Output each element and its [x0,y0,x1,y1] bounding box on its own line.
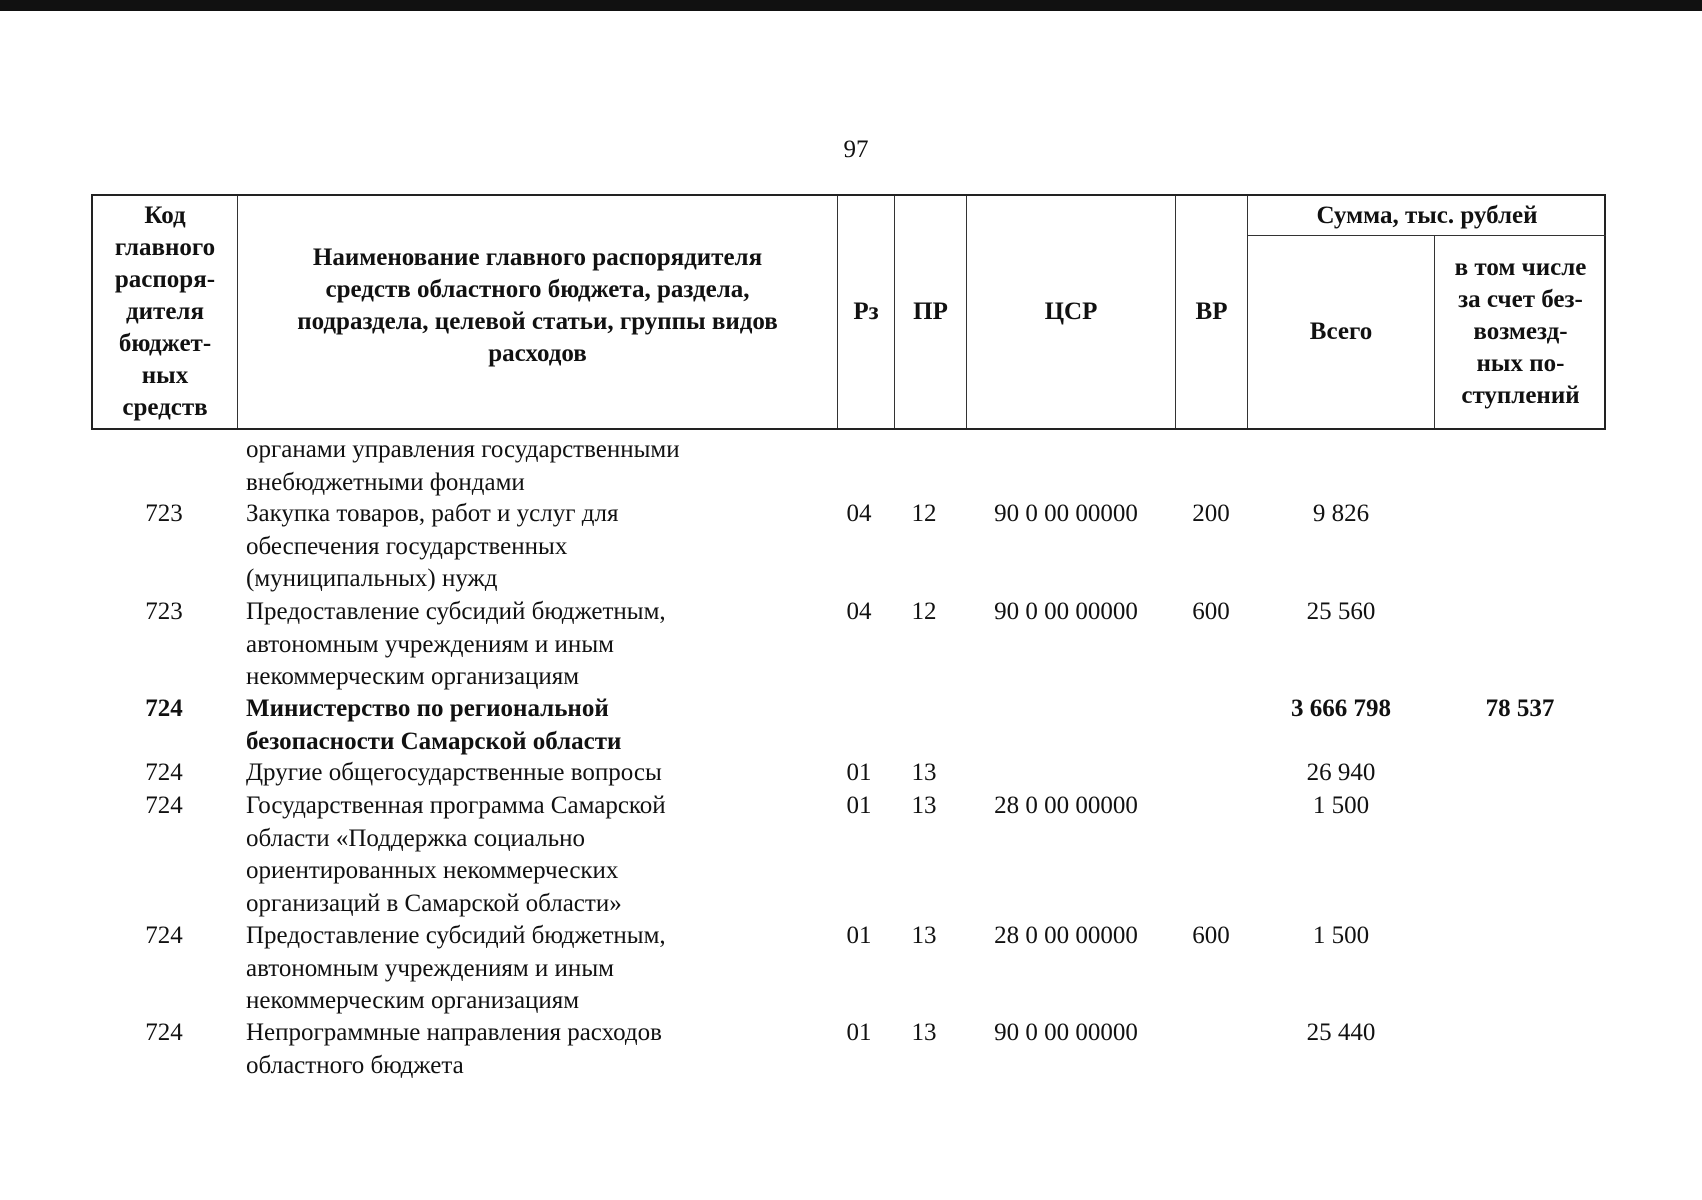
row-pr: 12 [911,500,937,527]
header-pr: ПР [894,196,966,428]
row-name-line: органами управления государственными [246,436,680,463]
row-total: 25 560 [1306,598,1376,625]
row-code: 724 [145,759,183,786]
row-csr: 90 0 00 00000 [994,598,1138,625]
row-pr: 13 [911,922,937,949]
row-pr: 13 [911,759,937,786]
header-free-line: ных по- [1476,350,1565,377]
row-name-line: Закупка товаров, работ и услуг для [246,500,619,527]
row-code: 723 [145,500,183,527]
row-vr: 600 [1192,598,1230,625]
row-name-line: Непрограммные направления расходов [246,1019,662,1046]
header-code-line: средств [122,394,208,421]
row-name-line: Предоставление субсидий бюджетным, [246,922,666,949]
row-name-line: области «Поддержка социально [246,824,586,852]
header-free-line: в том числе [1454,254,1587,281]
row-name [246,1017,826,1082]
row-name-line: областного бюджета [246,1051,464,1079]
header-name-line: расходов [488,340,587,367]
header-name-line: Наименование главного распорядителя [312,244,763,271]
row-name-line: некоммерческим организациям [246,663,580,690]
header-name [237,196,837,428]
row-code: 723 [145,598,183,625]
row-rz: 01 [846,759,872,786]
row-code: 724 [145,922,183,949]
header-rz: Рз [837,196,894,428]
row-name [246,693,826,758]
row-name-line: ориентированных некоммерческих [246,857,619,884]
row-rz: 04 [846,500,872,527]
row-csr: 28 0 00 00000 [994,922,1138,949]
row-total: 26 940 [1306,759,1376,786]
row-rz: 01 [846,1019,872,1046]
row-name [246,434,826,499]
header-code-line: ных [141,362,189,389]
row-name-line: (муниципальных) нужд [246,565,498,592]
row-pr: 12 [911,598,937,625]
row-name [246,596,826,694]
row-name-line: Государственная программа Самарской [246,792,666,819]
header-code-line: бюджет- [118,330,212,357]
row-name-line: Другие общегосударственные вопросы [246,759,662,786]
header-free-line: ступлений [1461,382,1580,409]
row-rz: 04 [846,598,872,625]
row-name-line: Предоставление субсидий бюджетным, [246,598,666,625]
header-code-line: Код [144,202,186,229]
header-free-line: возмезд- [1473,318,1568,345]
header-free-line: за счет без- [1458,286,1583,313]
header-code-line: распоря- [114,266,216,293]
row-code: 724 [145,792,183,819]
row-name-line: Министерство по региональной [246,695,609,722]
row-name-line: обеспечения государственных [246,532,568,560]
header-code [93,196,237,428]
row-name [246,498,826,596]
header-name-line: подраздела, целевой статьи, группы видов [297,308,778,335]
row-code: 724 [145,695,183,722]
row-pr: 13 [911,1019,937,1046]
row-name-line: организаций в Самарской области» [246,889,622,917]
header-sum: Сумма, тыс. рублей [1247,196,1606,236]
header-vr: ВР [1175,196,1247,428]
row-name-line: автономным учреждениям и иным [246,954,614,982]
row-rz: 01 [846,922,872,949]
row-name-line: безопасности Самарской области [246,727,622,755]
header-free [1434,236,1606,428]
row-vr: 600 [1192,922,1230,949]
row-total: 1 500 [1312,922,1370,949]
row-free: 78 537 [1485,695,1555,722]
header-csr: ЦСР [966,196,1175,428]
row-total: 1 500 [1312,792,1370,819]
row-name [246,757,826,790]
header-code-line: дителя [126,298,204,325]
row-vr: 200 [1192,500,1230,527]
table-header [91,194,1606,430]
row-code: 724 [145,1019,183,1046]
row-name [246,790,826,920]
row-total: 25 440 [1306,1019,1376,1046]
row-pr: 13 [911,792,937,819]
page-number: 97 [843,136,869,163]
header-total: Всего [1247,236,1434,428]
row-csr: 90 0 00 00000 [994,500,1138,527]
scan-top-border [0,0,1702,11]
header-name-line: средств областного бюджета, раздела, [325,276,750,303]
row-total: 9 826 [1312,500,1370,527]
row-name-line: некоммерческим организациям [246,987,580,1014]
row-name [246,920,826,1018]
row-name-line: внебюджетными фондами [246,468,525,496]
row-total: 3 666 798 [1291,695,1391,722]
header-code-line: главного [114,234,216,261]
row-csr: 90 0 00 00000 [994,1019,1138,1046]
row-name-line: автономным учреждениям и иным [246,630,614,658]
row-rz: 01 [846,792,872,819]
row-csr: 28 0 00 00000 [994,792,1138,819]
